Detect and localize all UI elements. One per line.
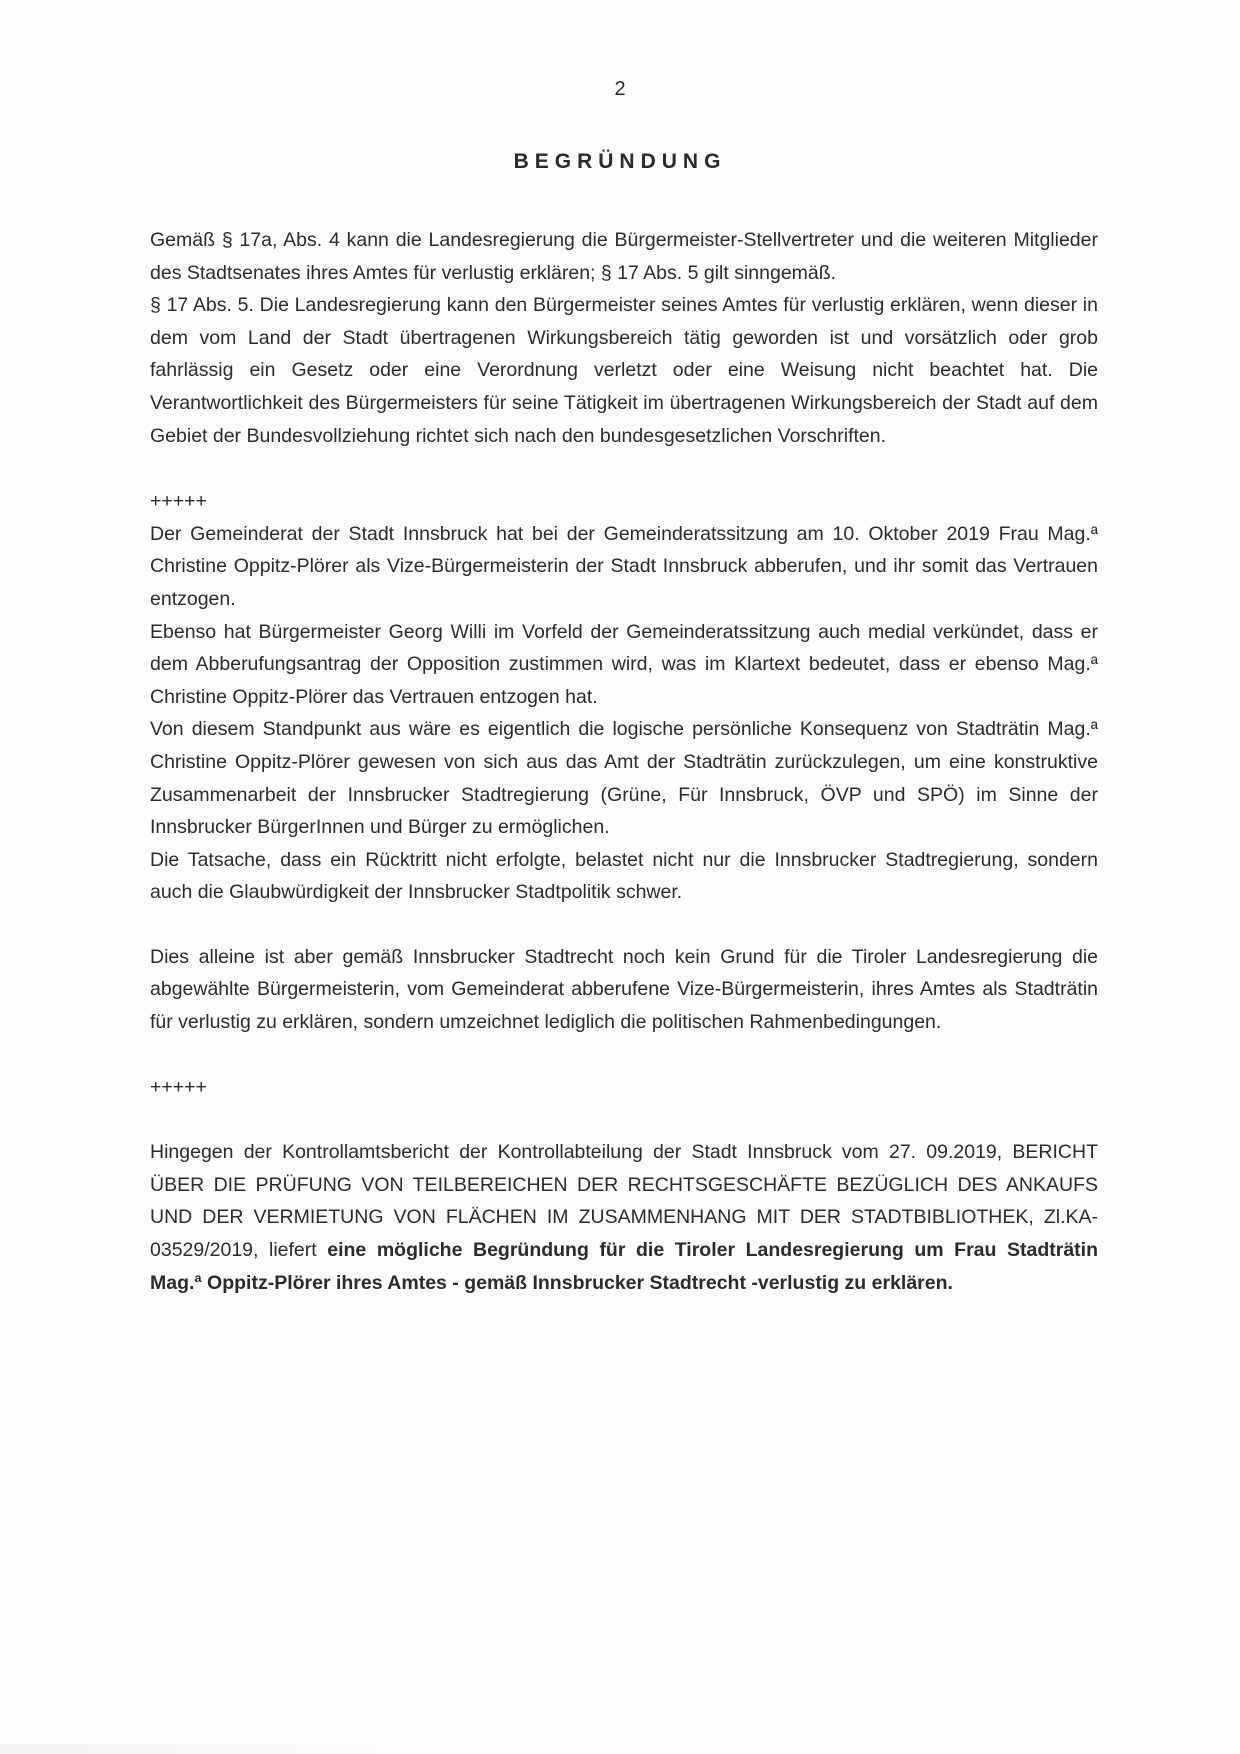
scan-artifact xyxy=(0,1744,400,1754)
kontrollamt-bold-text: eine mögliche Begründung für die Tiroler Landesregierung um Frau Stadträtin Mag.ª Oppitz-Plörer ihres Amtes - gemäß Innsbrucker Stadtrecht -verlustig zu erklären. xyxy=(150,1239,1098,1294)
kontrollamt-text: Hingegen der Kontrollamtsbericht der Kontrollabteilung der Stadt Innsbruck vom 27. 09.2019, BERICHT ÜBER DIE PRÜFUNG VON TEILBEREICHEN DER RECHTSGESCHÄFTE BEZÜGLICH DES ANKAUFS UND DER VERMIETUNG VON FLÄCHEN IM ZUSAMMENHANG MIT DER STADTBIBLIOTHEK, Zl.KA-03529/2019, liefert xyxy=(150,1141,1098,1262)
paragraph-statute-17: § 17 Abs. 5. Die Landesregierung kann den Bürgermeister seines Amtes für verlustig erklären, wenn dieser in dem vom Land der Stadt übertragenen Wirkungsbereich tätig geworden ist und vorsätzlich oder grob fahrlässig ein Gesetz oder eine Verordnung verletzt oder eine Weisung nicht beachtet hat. Die Verantwortlichkeit des Bürgermeisters für seine Tätigkeit im übertragenen Wirkungsbereich der Stadt auf dem Gebiet der Bundesvollziehung richtet sich nach den bundesgesetzlichen Vorschriften. xyxy=(150,294,1098,447)
document-body xyxy=(150,224,1098,1299)
document-heading: BEGRÜNDUNG xyxy=(513,150,727,173)
spacer xyxy=(150,1039,1098,1071)
section-separator: +++++ xyxy=(150,490,207,513)
paragraph-gemeinderat: Der Gemeinderat der Stadt Innsbruck hat bei der Gemeinderatssitzung am 10. Oktober 2019 Frau Mag.ª Christine Oppitz-Plörer als Vize-Bürgermeisterin der Stadt Innsbruck abberufen, und ihr somit das Vertrauen entzogen. xyxy=(150,522,1098,610)
paragraph-konsequenz: Von diesem Standpunkt aus wäre es eigentlich die logische persönliche Konsequenz von Stadträtin Mag.ª Christine Oppitz-Plörer gewesen von sich aus das Amt der Stadträtin zurückzulegen, um eine konstruktive Zusammenarbeit der Innsbrucker Stadtregierung (Grüne, Für Innsbruck, ÖVP und SPÖ) im Sinne der Innsbrucker BürgerInnen und Bürger zu ermöglichen. xyxy=(150,718,1098,839)
paragraph-kontrollamtsbericht xyxy=(150,1136,1098,1299)
section-separator: +++++ xyxy=(150,1075,207,1098)
paragraph-statute-17a: Gemäß § 17a, Abs. 4 kann die Landesregierung die Bürgermeister-Stellvertreter und die weiteren Mitglieder des Stadtsenates ihres Amtes für verlustig erklären; § 17 Abs. 5 gilt sinngemäß. xyxy=(150,229,1098,284)
paragraph-stadtrecht: Dies alleine ist aber gemäß Innsbrucker Stadtrecht noch kein Grund für die Tiroler Landesregierung die abgewählte Bürgermeisterin, vom Gemeinderat abberufene Vize-Bürgermeisterin, ihres Amtes als Stadträtin für verlustig zu erklären, sondern umzeichnet lediglich die politischen Rahmenbedingungen. xyxy=(150,945,1098,1034)
paragraph-tatsache: Die Tatsache, dass ein Rücktritt nicht erfolgte, belastet nicht nur die Innsbrucker Stadtregierung, sondern auch die Glaubwürdigkeit der Innsbrucker Stadtpolitik schwer. xyxy=(150,848,1098,904)
paragraph-buergermeister: Ebenso hat Bürgermeister Georg Willi im Vorfeld der Gemeinderatssitzung auch medial verkündet, dass er dem Abberufungsantrag der Opposition zustimmen wird, was im Klartext bedeutet, dass er ebenso Mag.ª Christine Oppitz-Plörer das Vertrauen entzogen hat. xyxy=(150,620,1098,708)
page-number: 2 xyxy=(614,78,626,100)
spacer xyxy=(150,452,1098,485)
spacer xyxy=(150,909,1098,941)
spacer xyxy=(150,1103,1098,1136)
